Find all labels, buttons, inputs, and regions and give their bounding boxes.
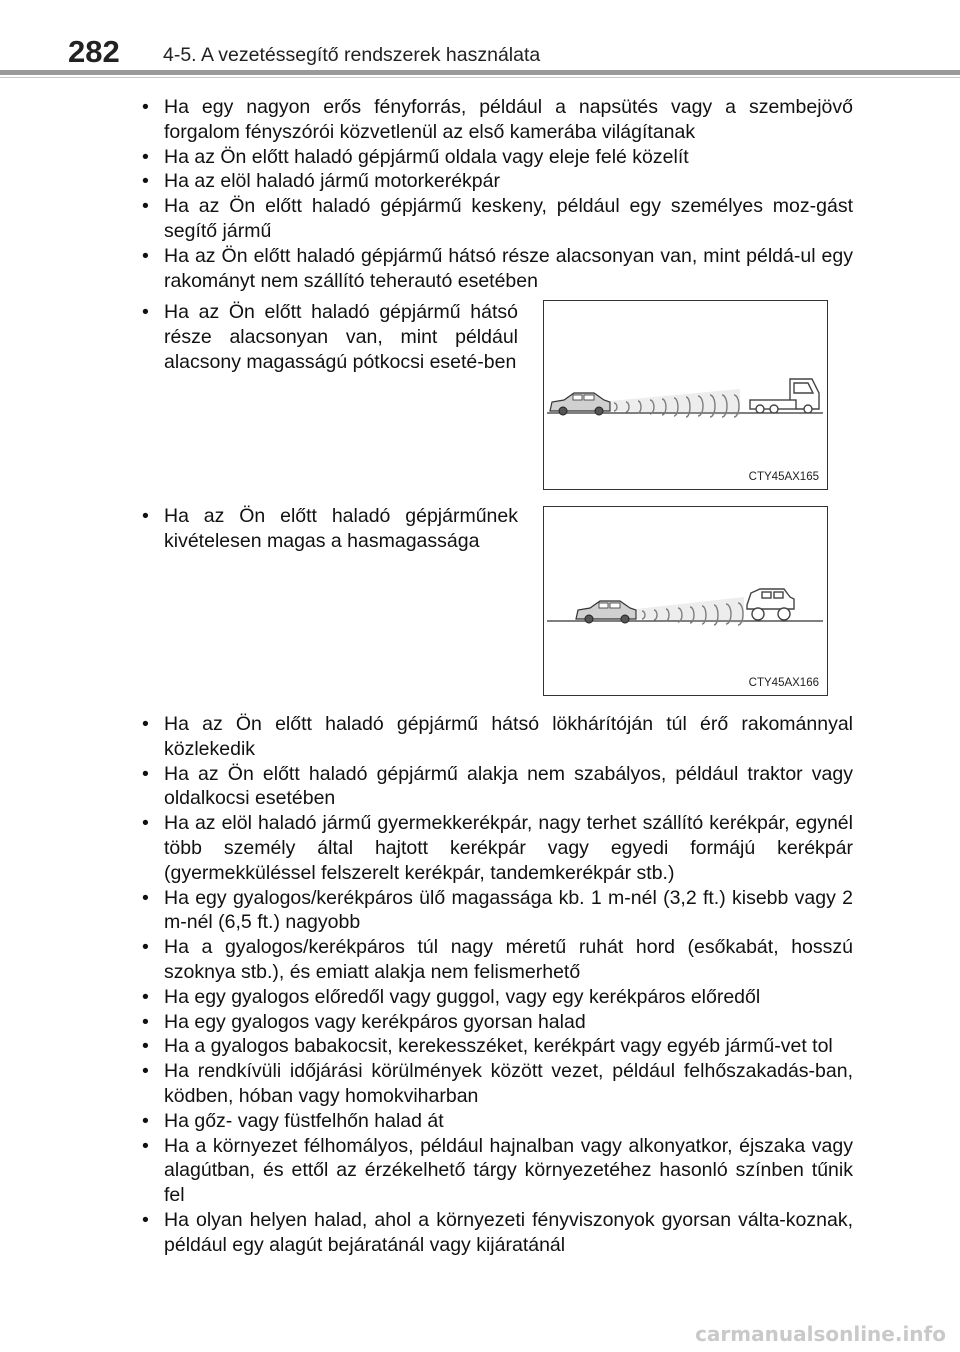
list-item: • Ha az elöl haladó jármű motorkerékpár (140, 169, 853, 194)
car-icon (576, 601, 636, 623)
figure1-illustration (544, 301, 826, 488)
suv-icon (747, 589, 794, 620)
list-item: • Ha egy gyalogos vagy kerékpáros gyorsan halad (140, 1010, 853, 1035)
list-item: • Ha az Ön előtt haladó gépjármű hátsó része alacsonyan van, mint példá-ul egy rakományt nem szállító teherautó esetében (140, 244, 853, 294)
bullet-list-figure1 (140, 300, 518, 374)
list-item: • Ha az Ön előtt haladó gépjármű oldala vagy eleje felé közelít (140, 145, 853, 170)
list-item: • Ha rendkívüli időjárási körülmények között vezet, például felhőszakadás-ban, ködben, hóban vagy homokviharban (140, 1059, 853, 1109)
list-item: • Ha az Ön előtt haladó gépjármű alakja nem szabályos, például traktor vagy oldalkocsi esetében (140, 762, 853, 812)
figure-code: CTY45AX166 (748, 677, 819, 689)
page-number: 282 (68, 34, 120, 69)
header-divider-thin (0, 77, 960, 78)
figure2-illustration (544, 507, 826, 694)
bullet-list-bottom (140, 712, 853, 1258)
bullet-list-figure2 (140, 504, 518, 554)
list-item: • Ha a környezet félhomályos, például hajnalban vagy alkonyatkor, éjszaka vagy alagútban, és ettől az érzékelhető tárgy környezetéhez hasonló színben tűnik fel (140, 1134, 853, 1208)
list-item: • Ha az Ön előtt haladó gépjármű hátsó lökhárítóján túl érő rakománnyal közlekedik (140, 712, 853, 762)
bullet-list-top (140, 95, 853, 293)
section-title: 4-5. A vezetéssegítő rendszerek használata (163, 44, 541, 66)
header-divider (0, 70, 960, 75)
list-item: • Ha olyan helyen halad, ahol a környezeti fényviszonyok gyorsan válta-koznak, például egy alagút bejáratánál vagy kijáratánál (140, 1208, 853, 1258)
list-item: • Ha a gyalogos babakocsit, kerekesszéket, kerékpárt vagy egyéb jármű-vet tol (140, 1034, 853, 1059)
list-item: • Ha egy nagyon erős fényforrás, például a napsütés vagy a szembejövő forgalom fényszórói közvetlenül az első kamerába világítanak (140, 95, 853, 145)
list-item: • Ha egy gyalogos előredől vagy guggol, vagy egy kerékpáros előredől (140, 985, 853, 1010)
list-item: • Ha az elöl haladó jármű gyermekkerékpár, nagy terhet szállító kerékpár, egynél több személy által hajtott kerékpár vagy egyedi formájú kerékpár (gyermekküléssel felszerelt kerékpár, tandemkerékpár stb.) (140, 811, 853, 885)
page-header (0, 0, 960, 78)
truck-icon (750, 379, 819, 413)
list-item: • Ha gőz- vagy füstfelhőn halad át (140, 1109, 853, 1134)
figure-high-clearance (543, 506, 828, 696)
watermark: carmanualsonline.info (695, 1322, 946, 1346)
list-item: • Ha egy gyalogos/kerékpáros ülő magassága kb. 1 m-nél (3,2 ft.) kisebb vagy 2 m-nél (6,5 ft.) nagyobb (140, 886, 853, 936)
list-item: • Ha a gyalogos/kerékpáros túl nagy méretű ruhát hord (esőkabát, hosszú szoknya stb.), és emiatt alakja nem felismerhető (140, 935, 853, 985)
list-item: • Ha az Ön előtt haladó gépjárműnek kivételesen magas a hasmagassága (140, 504, 518, 554)
figure-code: CTY45AX165 (748, 471, 819, 483)
list-item: • Ha az Ön előtt haladó gépjármű hátsó része alacsonyan van, mint például alacsony magasságú pótkocsi eseté-ben (140, 300, 518, 374)
car-icon (550, 393, 610, 415)
figure-low-trailer (543, 300, 828, 490)
list-item: • Ha az Ön előtt haladó gépjármű keskeny, például egy személyes moz-gást segítő jármű (140, 194, 853, 244)
